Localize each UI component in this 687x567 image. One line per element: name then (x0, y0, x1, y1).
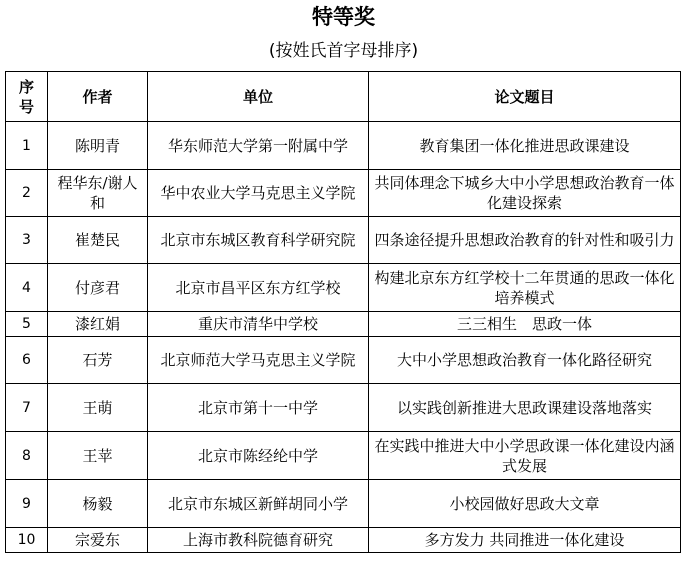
row-paper-title: 共同体理念下城乡大中小学思想政治教育一体化建设探索 (369, 170, 681, 217)
table-row (6, 432, 681, 480)
row-unit: 北京市陈经纶中学 (148, 432, 369, 480)
table-row (6, 384, 681, 432)
row-unit: 华东师范大学第一附属中学 (148, 122, 369, 170)
row-author: 崔楚民 (48, 217, 148, 264)
row-no: 8 (6, 432, 48, 480)
table-row (6, 170, 681, 217)
row-paper-title: 三三相生 思政一体 (369, 312, 681, 337)
row-no: 4 (6, 264, 48, 312)
row-unit: 北京市东城区新鲜胡同小学 (148, 480, 369, 528)
row-unit: 北京师范大学马克思主义学院 (148, 337, 369, 384)
row-author: 陈明青 (48, 122, 148, 170)
header-no: 序号 (6, 72, 48, 122)
header-author: 作者 (48, 72, 148, 122)
table-row (6, 264, 681, 312)
row-paper-title: 在实践中推进大中小学思政课一体化建设内涵式发展 (369, 432, 681, 480)
row-no: 1 (6, 122, 48, 170)
page-title: 特等奖 (312, 5, 375, 29)
table-header-row (6, 72, 681, 122)
row-no: 7 (6, 384, 48, 432)
row-no: 10 (6, 528, 48, 553)
row-unit: 上海市教科院德育研究 (148, 528, 369, 553)
row-author: 杨毅 (48, 480, 148, 528)
row-no: 5 (6, 312, 48, 337)
row-paper-title: 构建北京东方红学校十二年贯通的思政一体化培养模式 (369, 264, 681, 312)
table-row (6, 312, 681, 337)
row-unit: 北京市第十一中学 (148, 384, 369, 432)
row-unit: 北京市昌平区东方红学校 (148, 264, 369, 312)
row-unit: 重庆市清华中学校 (148, 312, 369, 337)
award-table (5, 71, 681, 553)
table-row (6, 337, 681, 384)
row-no: 6 (6, 337, 48, 384)
table-row (6, 217, 681, 264)
table-row (6, 528, 681, 553)
row-no: 2 (6, 170, 48, 217)
row-unit: 北京市东城区教育科学研究院 (148, 217, 369, 264)
row-author: 程华东/谢人和 (48, 170, 148, 217)
header-unit: 单位 (148, 72, 369, 122)
row-author: 王苹 (48, 432, 148, 480)
row-no: 3 (6, 217, 48, 264)
row-author: 付彦君 (48, 264, 148, 312)
row-author: 石芳 (48, 337, 148, 384)
table-row (6, 480, 681, 528)
row-author: 漆红娟 (48, 312, 148, 337)
row-author: 宗爱东 (48, 528, 148, 553)
page-subtitle: (按姓氏首字母排序) (268, 41, 419, 61)
row-no: 9 (6, 480, 48, 528)
header-paper-title: 论文题目 (369, 72, 681, 122)
row-paper-title: 四条途径提升思想政治教育的针对性和吸引力 (369, 217, 681, 264)
row-unit: 华中农业大学马克思主义学院 (148, 170, 369, 217)
row-paper-title: 大中小学思想政治教育一体化路径研究 (369, 337, 681, 384)
row-paper-title: 教育集团一体化推进思政课建设 (369, 122, 681, 170)
table-row (6, 122, 681, 170)
row-paper-title: 以实践创新推进大思政课建设落地落实 (369, 384, 681, 432)
row-paper-title: 小校园做好思政大文章 (369, 480, 681, 528)
row-author: 王萌 (48, 384, 148, 432)
row-paper-title: 多方发力 共同推进一体化建设 (369, 528, 681, 553)
